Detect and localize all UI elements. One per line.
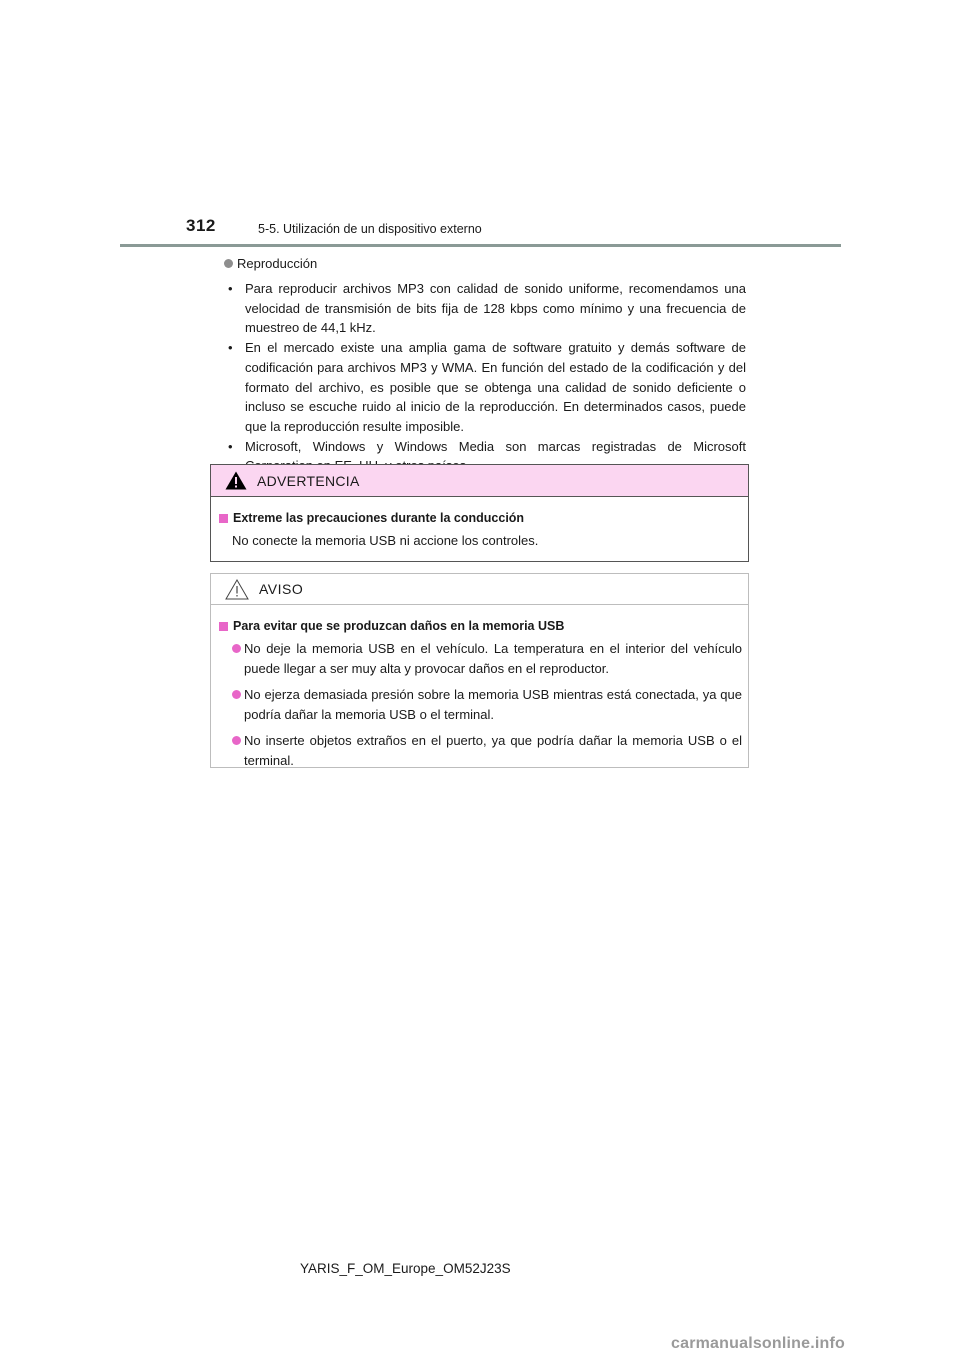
notice-item-text: No deje la memoria USB en el vehículo. La temperatura en el interior del vehículo puede llegar a ser muy alta y provocar daños en el reproductor.: [244, 641, 742, 676]
notice-item-list: [219, 639, 742, 770]
warning-header: [211, 465, 748, 497]
list-item: [219, 639, 742, 678]
square-bullet-icon: [219, 514, 228, 523]
notice-body: [211, 605, 748, 770]
pink-dot-icon: [232, 690, 241, 699]
pink-dot-icon: [232, 736, 241, 745]
watermark[interactable]: carmanualsonline.info: [671, 1335, 846, 1352]
bullet-mark: •: [228, 340, 233, 356]
page-number: 312: [186, 216, 216, 235]
pink-dot-icon: [232, 644, 241, 653]
playback-heading: [224, 253, 746, 273]
notice-label: AVISO: [259, 581, 304, 597]
notice-item-text: No inserte objetos extraños en el puerto, ya que podría dañar la memoria USB o el terminal.: [244, 733, 742, 768]
list-item: [228, 338, 746, 437]
bullet-mark: •: [228, 281, 233, 296]
bullet-mark: •: [228, 438, 233, 454]
warning-triangle-icon: [225, 471, 247, 490]
warning-text: No conecte la memoria USB ni accione los controles.: [232, 533, 539, 548]
notice-item-text: No ejerza demasiada presión sobre la memoria USB mientras está conectada, ya que podría dañar la memoria USB o el terminal.: [244, 687, 742, 722]
notice-heading: [219, 617, 742, 635]
footer-doc-code: YARIS_F_OM_Europe_OM52J23S: [300, 1261, 511, 1276]
header-divider: [120, 244, 841, 247]
square-bullet-icon: [219, 622, 228, 631]
caution-triangle-icon: [225, 579, 249, 600]
warning-label: ADVERTENCIA: [257, 472, 360, 489]
warning-box: [210, 464, 749, 562]
playback-section: [224, 253, 746, 476]
list-item: [219, 731, 742, 770]
bullet-dot-icon: [224, 259, 233, 268]
list-item: [228, 279, 746, 338]
playback-heading-text: Reproducción: [237, 255, 318, 271]
notice-box: [210, 573, 749, 768]
list-item: [219, 685, 742, 724]
notice-header: [211, 574, 748, 605]
bullet-text: Para reproducir archivos MP3 con calidad de sonido uniforme, recomendamos una velocidad de transmisión de bits fija de 128 kbps como mínimo y una frecuencia de muestreo de 44,1 kHz.: [245, 281, 746, 336]
playback-bullet-list: [224, 279, 746, 476]
section-title: 5-5. Utilización de un dispositivo externo: [258, 222, 482, 236]
warning-body: [211, 497, 748, 551]
bullet-text: Microsoft, Windows y Windows Media son marcas registradas de Microsoft: [245, 438, 746, 454]
warning-heading-text: Extreme las precauciones durante la conducción: [233, 511, 525, 525]
warning-heading: [219, 509, 742, 527]
notice-heading-text: Para evitar que se produzcan daños en la memoria USB: [233, 619, 565, 633]
bullet-text: En el mercado existe una amplia gama de software gratuito y demás software de codificación para archivos MP3 y WMA. En función del estado de la codificación y del formato del archivo, es posible que se obtenga una calidad de sonido deficiente o incluso se escuche ruido al inicio de la reproducción. En determinados casos, puede que la reproducción resulte imposible.: [245, 340, 746, 434]
